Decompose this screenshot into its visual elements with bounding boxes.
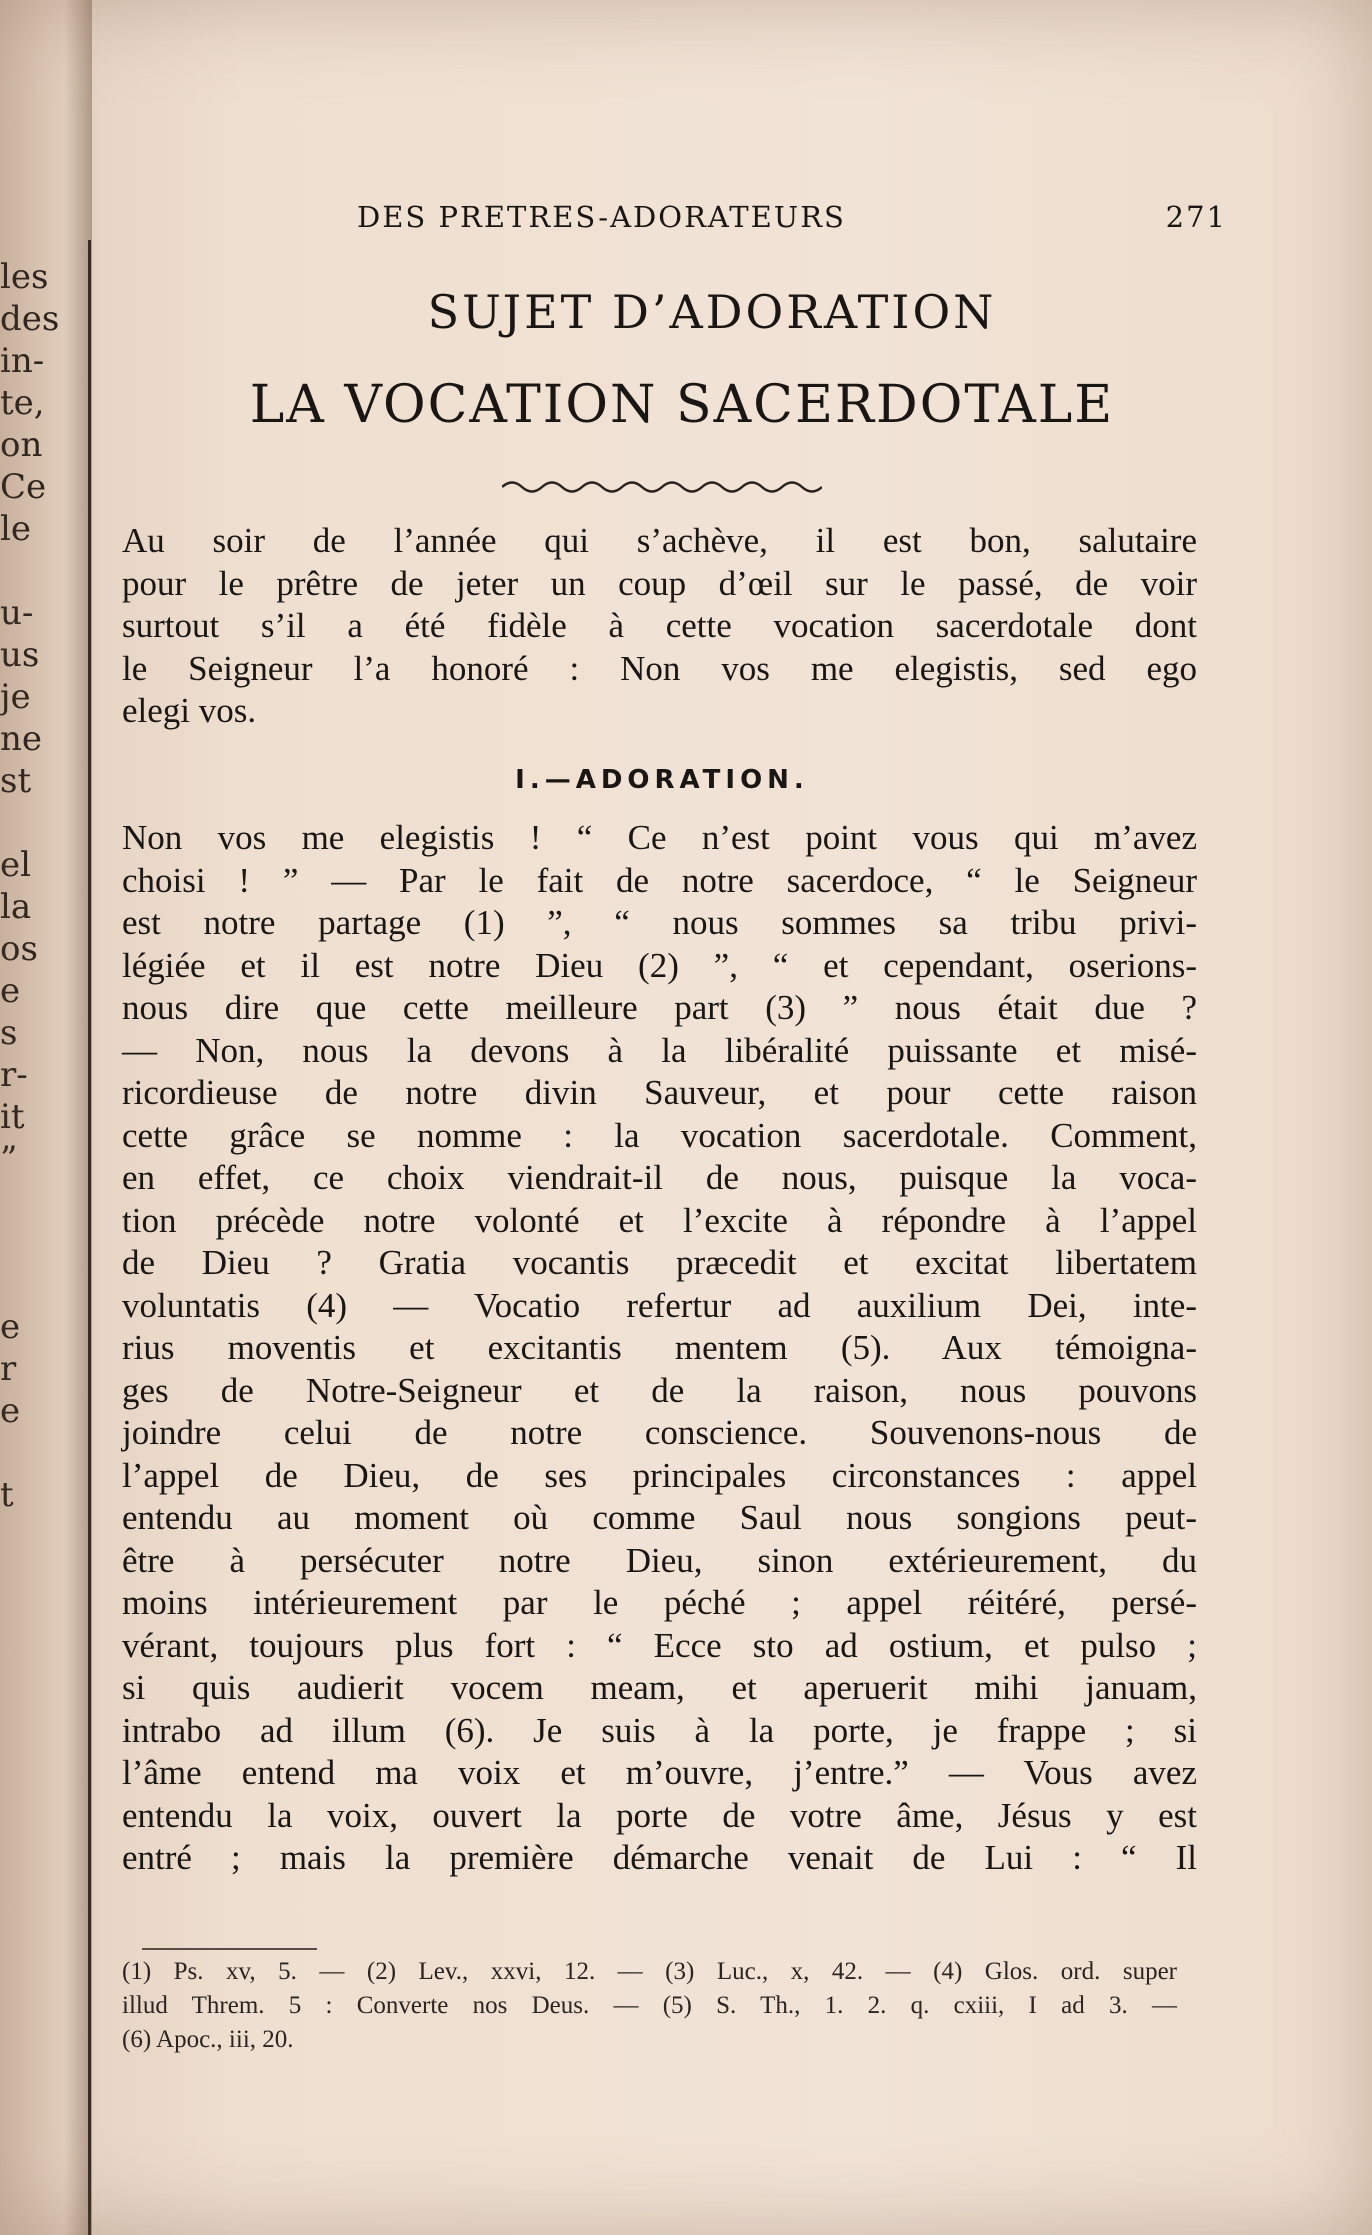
footnote-line: (1) Ps. xv, 5. — (2) Lev., xxvi, 12. — (3) Luc., x, 42. — (4) Glos. ord. super: [122, 1958, 1177, 1985]
footnote-rule: [142, 1948, 317, 1950]
text-line: — Non, nous la devons à la libéralité puissante et misé-: [122, 1030, 1197, 1070]
text-line: voluntatis (4) — Vocatio refertur ad auxilium Dei, inte-: [122, 1285, 1197, 1325]
margin-line: les: [0, 257, 49, 297]
margin-line: e: [0, 1307, 21, 1347]
margin-line: [0, 1222, 60, 1264]
margin-line: [0, 1432, 60, 1474]
text-line: Au soir de l’année qui s’achève, il est bon, salutaire: [122, 521, 1197, 560]
margin-line: [0, 1180, 60, 1222]
text-line: l’âme entend ma voix et m’ouvre, j’entre.” — Vous avez: [122, 1753, 1197, 1792]
margin-line: on: [0, 425, 43, 465]
text-line: en effet, ce choix viendrait-il de nous, puisque la voca-: [122, 1158, 1197, 1197]
margin-line: ”: [0, 1139, 18, 1179]
margin-line: je: [0, 677, 31, 717]
text-line: le Seigneur l’a honoré : Non vos me elegistis, sed ego: [122, 648, 1197, 688]
margin-line: [0, 1264, 60, 1306]
left-page-margin-text: [0, 256, 60, 1600]
text-line: ricordieuse de notre divin Sauveur, et pour cette raison: [122, 1073, 1197, 1112]
text-line: entendu la voix, ouvert la porte de votre âme, Jésus y est: [122, 1795, 1197, 1835]
text-line: nous dire que cette meilleure part (3) ” nous était due ?: [122, 988, 1197, 1027]
page-gutter-line: [88, 240, 91, 2235]
text-line: rius moventis et excitantis mentem (5). Aux témoigna-: [122, 1328, 1197, 1367]
wavy-ornament: [502, 478, 822, 496]
running-head-title: DES PRETRES-ADORATEURS: [357, 200, 846, 234]
footnote-line: illud Threm. 5 : Converte nos Deus. — (5) S. Th., 1. 2. q. cxiii, I ad 3. —: [122, 1992, 1177, 2019]
subject-heading: SUJET D’ADORATION: [427, 285, 997, 339]
text-line: légiée et il est notre Dieu (2) ”, “ et cependant, oserions-: [122, 945, 1197, 985]
text-line: choisi ! ” — Par le fait de notre sacerdoce, “ le Seigneur: [122, 860, 1197, 900]
margin-line: it: [0, 1097, 25, 1137]
page-number: 271: [1165, 200, 1227, 234]
margin-line: in-: [0, 341, 45, 381]
margin-line: os: [0, 929, 38, 969]
adoration-paragraph: [122, 817, 1197, 1880]
margin-line: [0, 550, 60, 592]
margin-line: [0, 1558, 60, 1600]
text-line: moins intérieurement par le péché ; appel réitéré, persé-: [122, 1583, 1197, 1622]
margin-line: st: [0, 761, 32, 801]
intro-paragraph: [122, 520, 1197, 733]
section-heading: I.—ADORATION.: [515, 765, 809, 795]
margin-line: la: [0, 887, 32, 927]
text-line: joindre celui de notre conscience. Souvenons-nous de: [122, 1413, 1197, 1452]
text-line: entendu au moment où comme Saul nous songions peut-: [122, 1498, 1197, 1537]
footnote-line: (6) Apoc., iii, 20.: [122, 2026, 294, 2053]
text-line: ges de Notre-Seigneur et de la raison, nous pouvons: [122, 1370, 1197, 1410]
running-head: [357, 200, 1227, 234]
margin-line: el: [0, 845, 31, 885]
margin-line: us: [0, 635, 40, 675]
text-line: si quis audierit vocem meam, et aperuerit mihi januam,: [122, 1668, 1197, 1707]
text-line: Non vos me elegistis ! “ Ce n’est point vous qui m’avez: [122, 818, 1197, 857]
text-line: entré ; mais la première démarche venait de Lui : “ Il: [122, 1838, 1197, 1877]
margin-line: [0, 802, 60, 844]
margin-line: des: [0, 299, 60, 339]
text-line: intrabo ad illum (6). Je suis à la porte, je frappe ; si: [122, 1710, 1197, 1750]
margin-line: s: [0, 1013, 18, 1053]
text-line: tion précède notre volonté et l’excite à répondre à l’appel: [122, 1200, 1197, 1240]
text-line: vérant, toujours plus fort : “ Ecce sto ad ostium, et pulso ;: [122, 1625, 1197, 1665]
margin-line: ne: [0, 719, 43, 759]
main-title: LA VOCATION SACERDOTALE: [249, 375, 1115, 435]
margin-line: e: [0, 1391, 21, 1431]
margin-line: [0, 1516, 60, 1558]
margin-line: r-: [0, 1055, 28, 1095]
text-line: être à persécuter notre Dieu, sinon extérieurement, du: [122, 1540, 1197, 1580]
book-page: [92, 0, 1372, 2235]
text-line: cette grâce se nomme : la vocation sacerdotale. Comment,: [122, 1115, 1197, 1155]
margin-line: Ce: [0, 467, 47, 507]
text-line: surtout s’il a été fidèle à cette vocation sacerdotale dont: [122, 606, 1197, 645]
text-line: elegi vos.: [122, 691, 257, 730]
margin-line: t: [0, 1475, 14, 1515]
margin-line: te,: [0, 383, 45, 423]
text-line: de Dieu ? Gratia vocantis præcedit et excitat libertatem: [122, 1243, 1197, 1282]
margin-line: le: [0, 509, 31, 549]
margin-line: e: [0, 971, 21, 1011]
margin-line: u-: [0, 593, 34, 633]
text-line: est notre partage (1) ”, “ nous sommes sa tribu privi-: [122, 903, 1197, 942]
margin-line: r: [0, 1349, 17, 1389]
text-line: l’appel de Dieu, de ses principales circonstances : appel: [122, 1455, 1197, 1495]
footnotes: [122, 1955, 1177, 2057]
text-line: pour le prêtre de jeter un coup d’œil sur le passé, de voir: [122, 563, 1197, 603]
